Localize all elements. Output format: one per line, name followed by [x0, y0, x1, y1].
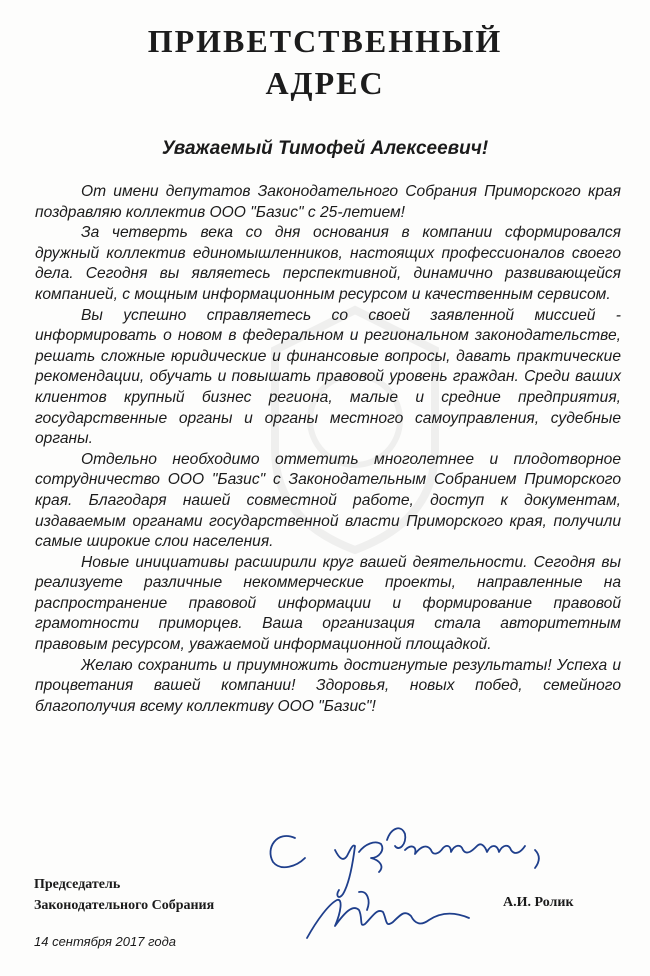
title-line-1: ПРИВЕТСТВЕННЫЙ [147, 23, 503, 59]
letter-body [35, 182, 621, 717]
paragraph-3: Вы успешно справляетесь со своей заявленной миссией - информировать о новом в федеральном и региональном законодательстве, решать сложные юридические и финансовые вопросы, давать практические рекомендации, обучать и повышать правовой уровень граждан. Среди ваших клиентов крупный бизнес региона, малые и средние предприятия, государственные органы и органы местного самоуправления, судебные органы. [35, 306, 621, 448]
title-line-2: АДРЕС [265, 65, 385, 101]
signatory-position-line-2: Законодательного Собрания [34, 898, 215, 913]
signatory-name: А.И. Ролик [503, 895, 574, 910]
paragraph-1: От имени депутатов Законодательного Собрания Приморского края поздравляю коллектив ООО "Базис" с 25-летием! [35, 183, 621, 221]
salutation: Уважаемый Тимофей Алексеевич! [161, 138, 489, 159]
paragraph-4: Отдельно необходимо отметить многолетнее и плодотворное сотрудничество ООО "Базис" с Законодательным Собранием Приморского края. Благодаря нашей совместной работе, доступ к документам, издаваемым органами государственной власти Приморского края, получили самые широкие слои населения. [35, 450, 621, 551]
paragraph-5: Новые инициативы расширили круг вашей деятельности. Сегодня вы реализуете различные некоммерческие проекты, направленные на распространение правовой информации и формирование правовой грамотности приморцев. Ваша организация стала авторитетным правовым ресурсом, уважаемой информационной площадкой. [35, 553, 621, 654]
paragraph-6: Желаю сохранить и приумножить достигнутые результаты! Успеха и процветания вашей компании! Здоровья, новых побед, семейного благополучия всему коллективу ООО "Базис"! [35, 656, 621, 715]
handwritten-signature [255, 800, 585, 950]
paragraph-2: За четверть века со дня основания в компании сформировался дружный коллектив единомышленников, настоящих профессионалов своего дела. Сегодня вы являетесь перспективной, динамично развивающейся компанией, с мощным информационным ресурсом и качественным сервисом. [35, 224, 621, 303]
signatory-position [34, 874, 214, 916]
document-date: 14 сентября 2017 года [34, 934, 176, 949]
signatory-position-line-1: Председатель [34, 877, 121, 892]
document-title [0, 20, 650, 104]
